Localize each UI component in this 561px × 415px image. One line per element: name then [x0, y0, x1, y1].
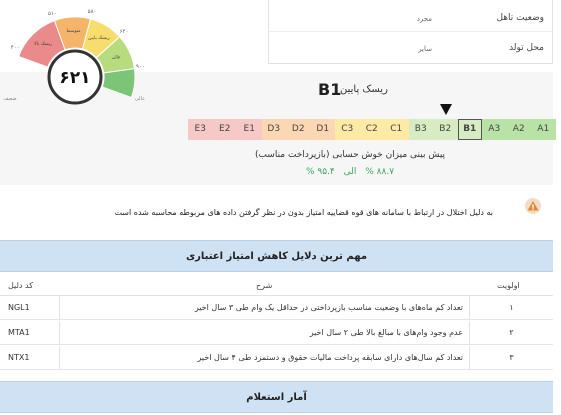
reasons-table-header — [0, 273, 553, 295]
reason-code: MTA1 — [0, 321, 60, 345]
marital-status-label: وضعیت تاهل — [496, 13, 544, 23]
grade-pointer-icon — [440, 104, 452, 115]
gauge-outer-label: ضعیف — [3, 96, 17, 102]
table-row — [0, 321, 553, 345]
repayment-range — [200, 167, 500, 177]
grade-cell: B1 — [458, 119, 483, 140]
credit-score-value: ۶۲۱ — [59, 68, 91, 88]
marital-status-value: مجرد — [416, 15, 432, 23]
gauge-tick-label: ۶۴۰ — [119, 28, 129, 35]
gauge-tick-label: ۴۰۰ — [10, 45, 20, 52]
reason-description: تعداد کم سال‌های دارای سابقه پرداخت مالیات حقوق و دستمزد طی ۴ سال اخیر — [60, 346, 470, 370]
grade-scale — [188, 119, 556, 140]
range-separator: الی — [343, 167, 357, 177]
marital-status-row — [269, 8, 552, 32]
gauge-band-label: ریسک پایین — [88, 35, 110, 41]
birthplace-label: محل تولد — [509, 43, 544, 53]
grade-cell: D2 — [286, 119, 311, 140]
grade-cell: A1 — [531, 119, 556, 140]
grade-cell: D1 — [311, 119, 336, 140]
reason-code: NGL1 — [0, 296, 60, 320]
grade-cell: C2 — [360, 119, 385, 140]
grade-cell: C3 — [335, 119, 360, 140]
range-from: ۸۸.۷ % — [365, 167, 395, 177]
gauge-band-label: متوسط — [66, 29, 81, 35]
grade-cell: B3 — [409, 119, 434, 140]
gauge-tick-label: ۵۸۰ — [87, 9, 97, 16]
score-description: پیش بینی میزان خوش حسابی (بازپرداخت مناسب) — [254, 150, 446, 160]
reason-priority: ۱ — [509, 303, 514, 312]
gauge-sector — [102, 69, 135, 98]
range-to: ۹۵.۴ % — [305, 167, 335, 177]
credit-score-gauge — [0, 4, 150, 112]
gauge-band-label: عالی — [111, 55, 121, 61]
table-row — [0, 346, 553, 370]
birthplace-row — [269, 38, 552, 62]
grade-cell: D3 — [262, 119, 287, 140]
gauge-band-label: ریسک بالا — [34, 42, 53, 48]
grade-cell: A3 — [482, 119, 507, 140]
risk-label: ریسک پایین — [340, 84, 388, 95]
grade-cell: C1 — [384, 119, 409, 140]
personal-info-card — [268, 0, 553, 64]
reasons-table — [0, 295, 553, 371]
reason-priority: ۳ — [509, 353, 514, 362]
warning-text: به دلیل اختلال در ارتباط با سامانه های قوه قضاییه امتیاز بدون در نظر گرفتن داده های مربوطه محاسبه شده است — [114, 208, 493, 217]
usage-stats-title: آمار استعلام — [246, 392, 307, 403]
reasons-title: مهم ترین دلایل کاهش امتیاز اعتباری — [185, 251, 368, 262]
grade-cell: E1 — [237, 119, 262, 140]
reason-description: عدم وجود وام‌های با مبالغ بالا طی ۲ سال اخیر — [60, 321, 470, 345]
warning-banner — [0, 196, 553, 226]
grade-cell: B2 — [433, 119, 458, 140]
grade-cell: A2 — [507, 119, 532, 140]
header-code: کد دلیل — [8, 281, 34, 290]
grade-cell: E3 — [188, 119, 213, 140]
gauge-outer-label: عالی — [134, 96, 146, 102]
reasons-section-header — [0, 240, 553, 272]
warning-icon — [525, 198, 541, 214]
grade-cell: E2 — [213, 119, 238, 140]
header-priority: اولویت — [497, 281, 520, 290]
risk-grade: B1 — [318, 80, 342, 99]
usage-stats-section-header — [0, 381, 553, 413]
gauge-tick-label: ۵۱۰ — [47, 10, 57, 17]
reason-description: تعداد کم ماه‌های با وضعیت مناسب بازپرداختی در حداقل یک وام طی ۳ سال اخیر — [60, 296, 470, 320]
table-row — [0, 296, 553, 320]
reason-priority: ۲ — [509, 328, 514, 337]
birthplace-value: سایر — [418, 45, 432, 53]
gauge-tick-label: ۹۰۰ — [135, 63, 145, 70]
reason-code: NTX1 — [0, 346, 60, 370]
header-description: شرح — [256, 281, 273, 290]
